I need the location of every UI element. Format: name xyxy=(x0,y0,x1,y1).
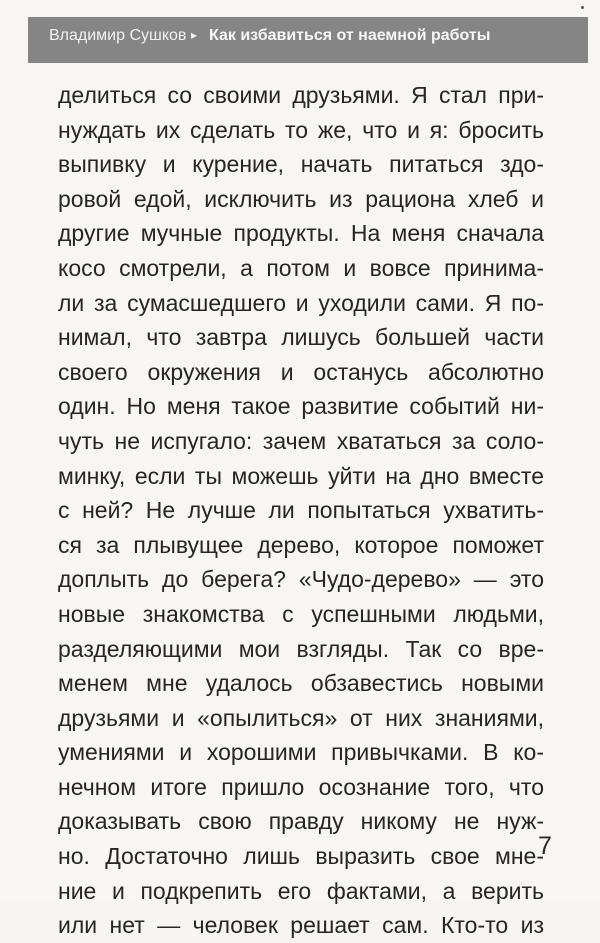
text-line: один. Но меня такое развитие событий ни- xyxy=(58,393,544,420)
text-line: доплыть до берега? «Чудо-дерево» — это xyxy=(58,566,544,593)
text-line: минку, если ты можешь уйти на дно вместе xyxy=(58,462,544,489)
text-line: доказывать свою правду никому не нуж- xyxy=(58,808,544,835)
text-line: новые знакомства с успешными людьми, xyxy=(58,600,544,627)
text-line: разделяющими мои взгляды. Так со вре- xyxy=(58,635,544,662)
text-line: друзьями и «опылиться» от них знаниями, xyxy=(58,704,544,731)
header-separator-icon: ▸ xyxy=(191,28,198,42)
header-book-title: Как избавиться от наемной работы xyxy=(209,27,491,44)
text-line: или нет — человек решает сам. Кто-то из xyxy=(58,912,544,939)
text-line: другие мучные продукты. На меня сначала xyxy=(58,220,544,247)
text-line: нимал, что завтра лишусь большей части xyxy=(58,324,544,351)
header-author: Владимир Сушков xyxy=(49,27,187,44)
text-line: нуждать их сделать то же, что и я: бросить xyxy=(58,116,544,143)
text-line: ние и подкрепить его фактами, а верить xyxy=(58,877,544,904)
text-line: чуть не испугало: зачем хвататься за соло- xyxy=(58,427,544,454)
page-number: 7 xyxy=(538,832,552,860)
text-line: делиться со своими друзьями. Я стал при- xyxy=(58,82,544,108)
text-line: нечном итоге пришло осознание того, что xyxy=(58,773,544,800)
text-line: с ней? Не лучше ли попытаться ухватить- xyxy=(58,497,544,524)
text-line: своего окружения и останусь абсолютно xyxy=(58,358,544,385)
text-line: ровой едой, исключить из рациона хлеб и xyxy=(58,185,544,212)
text-line: ли за сумасшедшего и уходили сами. Я по- xyxy=(58,289,544,316)
text-line: умениями и хорошими привычками. В ко- xyxy=(58,739,544,766)
corner-mark xyxy=(581,6,584,9)
text-line: менем мне удалось обзавестись новыми xyxy=(58,670,544,697)
text-line: но. Достаточно лишь выразить свое мне- xyxy=(58,843,544,870)
text-line: косо смотрели, а потом и вовсе принима- xyxy=(58,254,544,281)
text-line: ся за плывущее дерево, которое поможет xyxy=(58,531,544,558)
text-line: выпивку и курение, начать питаться здо- xyxy=(58,151,544,178)
body-paragraph xyxy=(58,78,544,943)
